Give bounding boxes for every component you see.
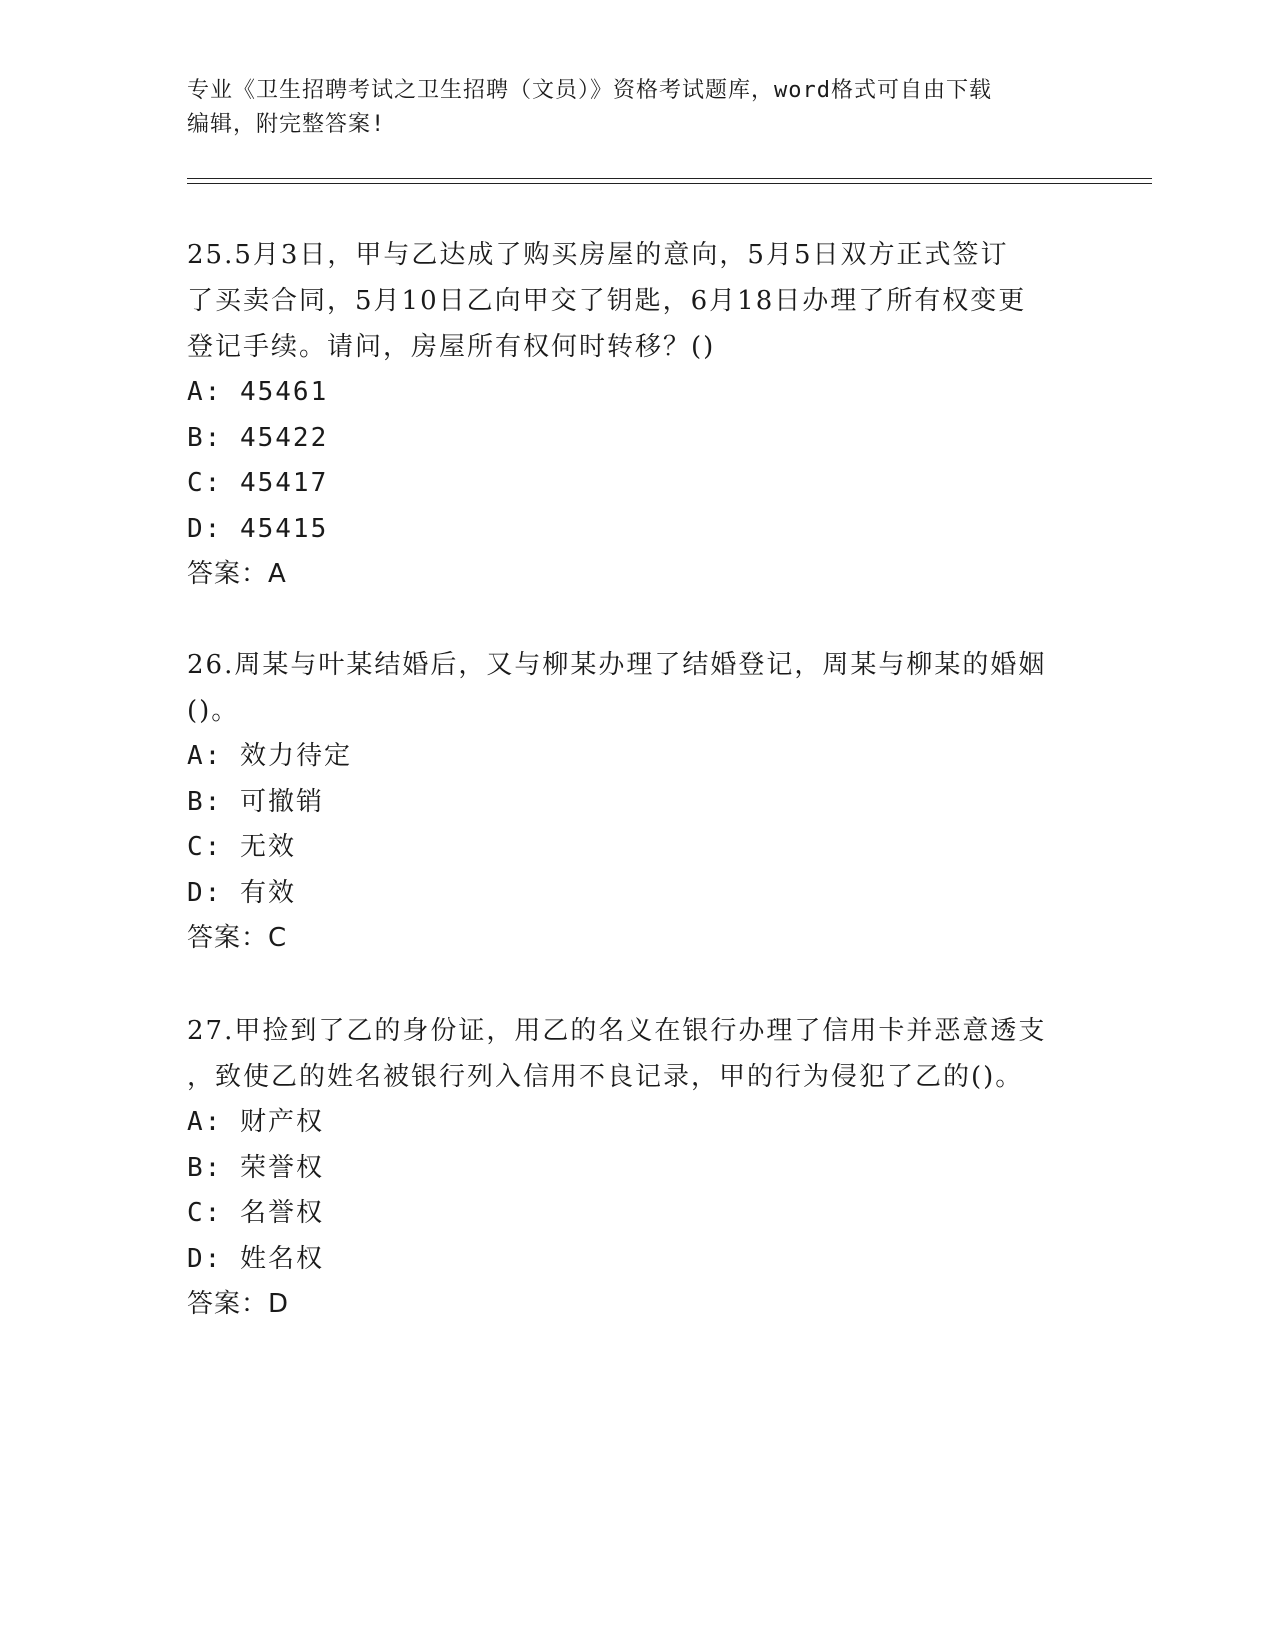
- option-c: C: 名誉权: [187, 1198, 324, 1228]
- header-divider-bottom: [187, 183, 1152, 184]
- question-stem-line: 25.5月3日，甲与乙达成了购买房屋的意向，5月5日双方正式签订: [187, 240, 1009, 270]
- question-25: [187, 232, 1087, 598]
- question-stem-line: ()。: [187, 696, 240, 726]
- question-stem-line: 26.周某与叶某结婚后，又与柳某办理了结婚登记，周某与柳某的婚姻: [187, 650, 1047, 680]
- question-stem-line: 登记手续。请问，房屋所有权何时转移？(): [187, 332, 716, 362]
- option-c: C: 45417: [187, 468, 329, 498]
- option-b: B: 荣誉权: [187, 1152, 324, 1183]
- question-27: [187, 1008, 1087, 1328]
- question-stem-line: 了买卖合同，5月10日乙向甲交了钥匙，6月18日办理了所有权变更: [187, 286, 1027, 316]
- option-d: D: 有效: [187, 877, 296, 908]
- answer-line: 答案：D: [187, 1289, 290, 1319]
- question-26: [187, 642, 1087, 962]
- question-stem-line: 27.甲捡到了乙的身份证，用乙的名义在银行办理了信用卡并恶意透支: [187, 1016, 1047, 1046]
- answer-line: 答案：C: [187, 923, 288, 953]
- answer-line: 答案：A: [187, 559, 287, 589]
- option-b: B: 45422: [187, 422, 329, 453]
- header-line-1: 专业《卫生招聘考试之卫生招聘（文员）》资格考试题库，word格式可自由下载: [187, 78, 992, 103]
- option-c: C: 无效: [187, 832, 296, 862]
- option-d: D: 45415: [187, 513, 329, 544]
- question-stem-line: ，致使乙的姓名被银行列入信用不良记录，甲的行为侵犯了乙的()。: [187, 1062, 1024, 1092]
- option-a: A: 45461: [187, 377, 329, 407]
- document-header: [187, 74, 1087, 142]
- option-d: D: 姓名权: [187, 1243, 324, 1274]
- option-a: A: 财产权: [187, 1107, 324, 1137]
- option-b: B: 可撤销: [187, 786, 324, 817]
- option-a: A: 效力待定: [187, 741, 352, 771]
- header-line-2: 编辑，附完整答案!: [187, 112, 386, 137]
- header-divider-top: [187, 178, 1152, 179]
